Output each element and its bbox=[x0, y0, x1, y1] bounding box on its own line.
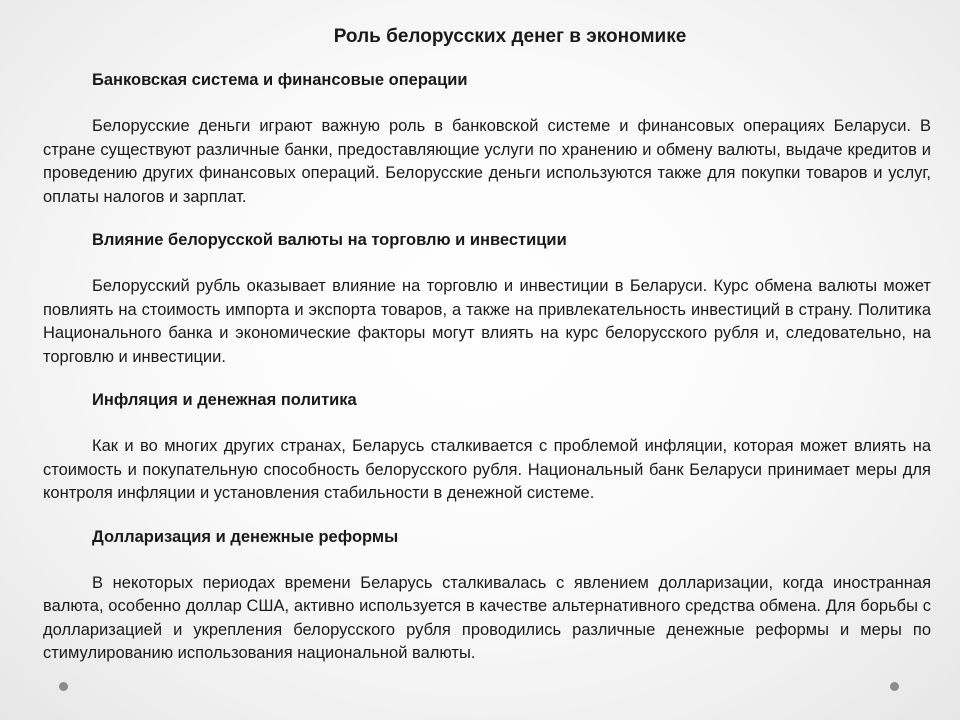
section-body: Белорусские деньги играют важную роль в банковской системе и финансовых операциях Беларуси. В стране существуют различные банки, предоставляющие услуги по хранению и обмену валюты, выдаче кредитов и проведению других финансовых операций. Белорусские деньги используются также для покупки товаров и услуг, оплаты налогов и зарплат. bbox=[43, 117, 931, 206]
section-heading: Банковская система и финансовые операции bbox=[92, 71, 468, 89]
section-body: В некоторых периодах времени Беларусь сталкивалась с явлением долларизации, когда иностранная валюта, особенно доллар США, активно используется в качестве альтернативного средства обмена. Для борьбы с долларизацией и укрепления белорусского рубля проводились различные денежные реформы и меры по стимулированию использования национальной валюты. bbox=[43, 573, 931, 662]
section-inflation bbox=[43, 388, 931, 506]
section-body: Как и во многих других странах, Беларусь сталкивается с проблемой инфляции, которая может влиять на стоимость и покупательную способность белорусского рубля. Национальный банк Беларуси принимает меры для контроля инфляции и установления стабильности в денежной системе. bbox=[43, 437, 931, 502]
section-dollarization bbox=[43, 525, 931, 666]
decorative-dot-right bbox=[890, 682, 899, 691]
section-heading: Долларизация и денежные реформы bbox=[92, 527, 399, 546]
slide-content bbox=[43, 68, 931, 685]
section-banking bbox=[43, 68, 931, 209]
decorative-dot-left bbox=[59, 682, 68, 691]
section-trade-investment bbox=[43, 228, 931, 369]
section-heading: Влияние белорусской валюты на торговлю и инвестиции bbox=[92, 231, 567, 249]
section-heading: Инфляция и денежная политика bbox=[92, 391, 357, 409]
section-body: Белорусский рубль оказывает влияние на торговлю и инвестиции в Беларуси. Курс обмена валюты может повлиять на стоимость импорта и экспорта товаров, а также на привлекательность инвестиций в страну. Политика Национального банка и экономические факторы могут влиять на курс белорусского рубля и, следовательно, на торговлю и инвестиции. bbox=[43, 277, 931, 366]
slide-title: Роль белорусских денег в экономике bbox=[333, 26, 687, 47]
